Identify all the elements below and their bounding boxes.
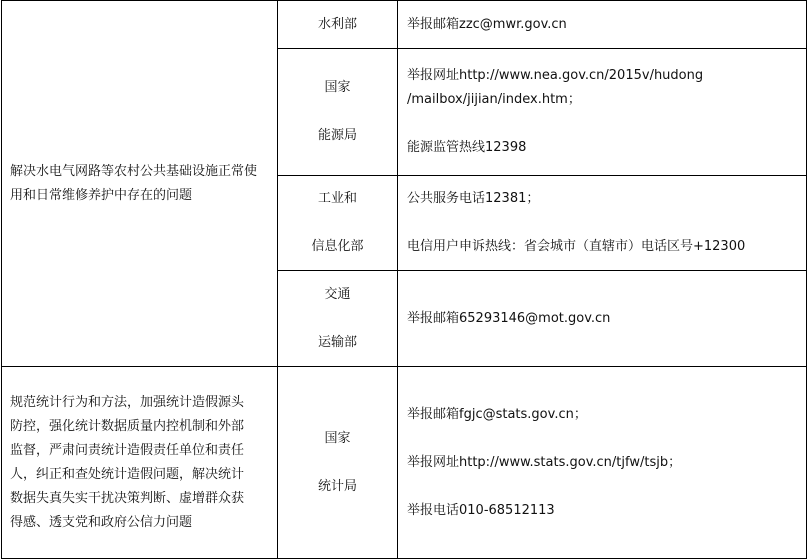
contact-website: 举报网址http://www.nea.gov.cn/2015v/hudong	[407, 68, 704, 83]
department-cell	[278, 367, 398, 559]
problem-text-line: 规范统计行为和方法，加强统计造假源头	[10, 394, 245, 410]
department-name-line: 运输部	[317, 334, 357, 350]
department-name-line: 能源局	[317, 128, 357, 143]
contact-cell	[398, 176, 807, 271]
contact-phone: 公共服务电话12381；	[407, 191, 540, 206]
table-row	[2, 367, 807, 559]
problem-cell	[2, 1, 278, 367]
problem-text-line: 数据失真失实干扰决策判断、虚增群众获	[10, 490, 245, 506]
contact-email: 举报邮箱65293146@mot.gov.cn	[407, 310, 611, 326]
contact-phone: 举报电话010-68512113	[407, 502, 555, 518]
contact-cell	[398, 271, 807, 367]
department-name-line: 国家	[324, 80, 351, 95]
contact-cell	[398, 49, 807, 176]
problem-text-line: 得感、透支党和政府公信力问题	[10, 514, 193, 530]
contact-website: 举报网址http://www.stats.gov.cn/tjfw/tsjb；	[407, 454, 682, 470]
department-cell	[278, 49, 398, 176]
contact-hotline: 电信用户申诉热线：省会城市（直辖市）电话区号+12300	[407, 239, 746, 254]
table-row	[2, 1, 807, 49]
department-name-line: 信息化部	[311, 239, 364, 254]
contact-website-cont: /mailbox/jijian/index.htm；	[407, 92, 581, 107]
department-cell	[278, 1, 398, 49]
contact-email: 举报邮箱fgjc@stats.gov.cn；	[407, 406, 587, 422]
contact-hotline: 能源监管热线12398	[407, 140, 527, 155]
department-name-line: 工业和	[317, 191, 357, 206]
problem-text-line: 人，纠正和查处统计造假问题，解决统计	[10, 466, 245, 482]
department-name-line: 国家	[324, 430, 351, 446]
department-name: 水利部	[317, 16, 357, 32]
department-name-line: 交通	[324, 286, 351, 302]
department-name-line: 统计局	[317, 478, 357, 494]
contact-email: 举报邮箱zzc@mwr.gov.cn	[407, 16, 567, 32]
problem-cell	[2, 367, 278, 559]
department-cell	[278, 176, 398, 271]
complaint-channels-table	[1, 0, 807, 559]
problem-text-line: 监督，严肃问责统计造假责任单位和责任	[10, 442, 245, 458]
department-cell	[278, 271, 398, 367]
problem-text: 解决水电气网路等农村公共基础设施正常使用和日常维修养护中存在的问题	[10, 163, 258, 203]
contact-cell	[398, 1, 807, 49]
problem-text-line: 防控，强化统计数据质量内控机制和外部	[10, 418, 245, 434]
contact-cell	[398, 367, 807, 559]
